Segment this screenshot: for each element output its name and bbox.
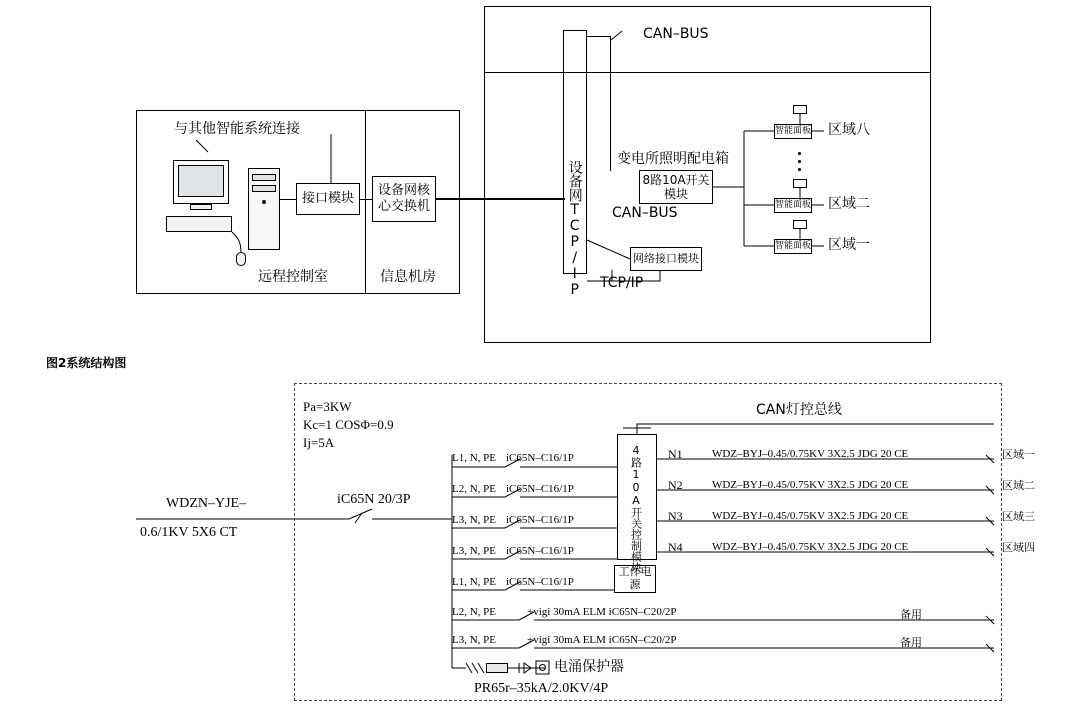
- smart-panel-2-label: 智能面板: [775, 199, 812, 210]
- row-5-breaker: iC65N–C16/1P: [506, 576, 574, 588]
- row-3-out: N3: [668, 509, 683, 523]
- row-2-out: N2: [668, 478, 683, 492]
- interface-module-label: 接口模块: [301, 190, 354, 206]
- smart-panel-1-label: 智能面板: [775, 125, 812, 136]
- smart-panel-3-label: 智能面板: [775, 240, 812, 251]
- row-7-breaker: +vigi 30mA ELM iC65N–C20/2P: [527, 634, 677, 646]
- row-3-cable: WDZ–BYJ–0.45/0.75KV 3X2.5 JDG 20 CE: [712, 510, 909, 522]
- bottom-zone-2: 区域二: [1002, 479, 1035, 492]
- switch-module-8way-label: 8路10A开关模块: [642, 172, 710, 201]
- row-1-breaker: iC65N–C16/1P: [506, 452, 574, 464]
- row-1-out: N1: [668, 447, 683, 461]
- row-7-phase: L3, N, PE: [452, 634, 496, 646]
- bottom-zone-spare-2: 备用: [900, 636, 922, 649]
- figure-caption: 图2系统结构图: [46, 356, 127, 370]
- row-6-phase: L2, N, PE: [452, 606, 496, 618]
- zone-label-2: 区域二: [828, 196, 870, 212]
- row-3-breaker: iC65N–C16/1P: [506, 514, 574, 526]
- canbus-top-label: CAN–BUS: [643, 26, 709, 42]
- row-6-breaker: +vigi 30mA ELM iC65N–C20/2P: [527, 606, 677, 618]
- tcpip-label: TCP/IP: [600, 275, 644, 291]
- row-4-breaker: iC65N–C16/1P: [506, 545, 574, 557]
- feeder-label-line1: WDZN–YJE–: [166, 496, 247, 511]
- param-ij: Ij=5A: [303, 435, 335, 450]
- feeder-label-line2: 0.6/1KV 5X6 CT: [140, 525, 238, 540]
- network-interface-module-label: 网络接口模块: [633, 251, 699, 265]
- panel-title: 变电所照明配电箱: [617, 151, 729, 167]
- bottom-zone-3: 区域三: [1002, 510, 1035, 523]
- row-1-cable: WDZ–BYJ–0.45/0.75KV 3X2.5 JDG 20 CE: [712, 448, 909, 460]
- row-3-phase: L3, N, PE: [452, 514, 496, 526]
- row-4-cable: WDZ–BYJ–0.45/0.75KV 3X2.5 JDG 20 CE: [712, 541, 909, 553]
- can-bus-title: CAN灯控总线: [756, 402, 842, 418]
- work-power-label: 工作电源: [618, 565, 652, 591]
- row-2-phase: L2, N, PE: [452, 483, 496, 495]
- bottom-zone-4: 区域四: [1002, 541, 1035, 554]
- bottom-zone-spare-1: 备用: [900, 608, 922, 621]
- other-systems-note: 与其他智能系统连接: [174, 121, 300, 137]
- server-room-label: 信息机房: [380, 269, 436, 285]
- zone-label-1: 区域八: [828, 122, 870, 138]
- row-1-phase: L1, N, PE: [452, 452, 496, 464]
- remote-control-room-label: 远程控制室: [258, 269, 328, 285]
- row-2-breaker: iC65N–C16/1P: [506, 483, 574, 495]
- canbus-mid-label: CAN–BUS: [612, 205, 678, 221]
- switch-control-module-label: 4路10A开关控制模块: [629, 444, 643, 573]
- param-kc: Kc=1 COSΦ=0.9: [303, 417, 394, 432]
- param-pa: Pa=3KW: [303, 399, 352, 414]
- bottom-zone-1: 区域一: [1002, 448, 1035, 461]
- row-5-phase: L1, N, PE: [452, 576, 496, 588]
- device-net-bus-label: 设备网TCP/IP: [566, 160, 583, 298]
- row-2-cable: WDZ–BYJ–0.45/0.75KV 3X2.5 JDG 20 CE: [712, 479, 909, 491]
- row-4-out: N4: [668, 540, 683, 554]
- row-4-phase: L3, N, PE: [452, 545, 496, 557]
- spd-label: 电涌保护器: [554, 659, 624, 675]
- core-switch-label: 设备网核心交换机: [377, 182, 430, 214]
- spd-model: PR65r–35kA/2.0KV/4P: [474, 681, 609, 696]
- main-breaker-label: iC65N 20/3P: [337, 492, 411, 507]
- zone-label-3: 区域一: [828, 237, 870, 253]
